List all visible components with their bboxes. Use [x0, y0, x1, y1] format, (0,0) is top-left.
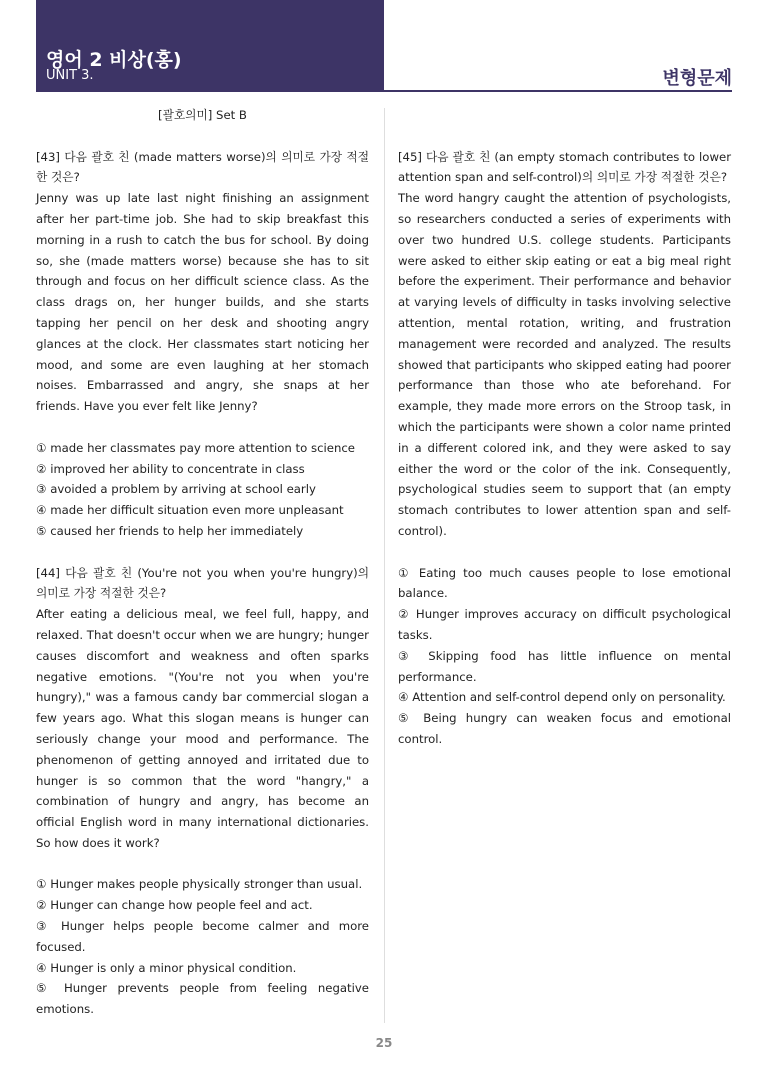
question-45-option[interactable]: ③ Skipping food has little influence on mental performance. [398, 648, 731, 684]
question-43-option[interactable]: ④ made her difficult situation even more unpleasant [36, 503, 344, 518]
question-43 [36, 147, 369, 542]
question-43-option[interactable]: ① made her classmates pay more attention to science [36, 440, 355, 455]
question-43-option[interactable]: ③ avoided a problem by arriving at school early [36, 482, 316, 497]
left-column [36, 105, 369, 1020]
question-44-passage: After eating a delicious meal, we feel full, happy, and relaxed. That doesn't occur when we are hungry; hunger causes discomfort and weakness and often sparks negative emotions. "(You're not you when you're hungry)," was a famous candy bar commercial slogan a few years ago. What this slogan means is hunger can seriously change your mood and performance. The phenomenon of getting annoyed and irritated due to hunger is so common that the word "hangry," a combination of hungry and angry, has become an official English word in many international dictionaries. So how does it work? [36, 607, 369, 850]
question-45-option[interactable]: ① Eating too much causes people to lose emotional balance. [398, 565, 731, 601]
unit-label: UNIT 3. [46, 68, 94, 83]
question-45-option[interactable]: ② Hunger improves accuracy on difficult psychological tasks. [398, 607, 731, 642]
question-45 [398, 147, 731, 750]
question-43-option[interactable]: ② improved her ability to concentrate in class [36, 461, 305, 476]
question-44-option[interactable]: ① Hunger makes people physically stronger than usual. [36, 877, 363, 892]
question-45-option[interactable]: ④ Attention and self-control depend only on personality. [398, 690, 726, 705]
question-44-option[interactable]: ⑤ Hunger prevents people from feeling negative emotions. [36, 981, 369, 1017]
question-44-option[interactable]: ② Hunger can change how people feel and act. [36, 898, 313, 913]
question-44-option[interactable]: ④ Hunger is only a minor physical condition. [36, 960, 297, 975]
page-number: 25 [375, 1036, 393, 1050]
question-43-prompt: [43] 다음 괄호 친 (made matters worse)의 의미로 가장 적절한 것은? [36, 149, 369, 185]
section-label: 변형문제 [662, 68, 732, 89]
right-column [398, 105, 731, 750]
question-43-passage: Jenny was up late last night finishing an assignment after her part-time job. She had to skip breakfast this morning in a rush to catch the bus for school. By doing so, she (made matters worse) because she has to sit through and focus on her difficult science class. As the class drags on, her hunger builds, and she starts tapping her pencil on her desk and shooting angry glances at the clock. Her classmates start noticing her mood, and some are even laughing at her stomach noises. Embarrassed and angry, she snaps at her friends. Have you ever felt like Jenny? [36, 191, 369, 414]
question-44 [36, 563, 369, 1021]
question-44-prompt: [44] 다음 괄호 친 (You're not you when you're hungry)의 의미로 가장 적절한 것은? [36, 565, 369, 601]
question-45-passage: The word hangry caught the attention of psychologists, so researchers conducted a series of experiments with over two hundred U.S. college students. Participants were asked to either skip eating or eat a big meal right before the experiment. Their performance and behavior at varying levels of difficulty in tasks involving selective attention, mental rotation, writing, and frustration management were recorded and analyzed. The results showed that participants who skipped eating had poorer performance than those who ate beforehand. For example, they made more errors on the Stroop task, in which the participants were shown a color name printed in a different colored ink, and they were asked to say either the word or the color of the ink. Consequently, psychological studies seem to support that (an empty stomach contributes to lower attention span and self-control). [398, 191, 731, 538]
column-divider [384, 108, 385, 1023]
question-43-option[interactable]: ⑤ caused her friends to help her immediately [36, 523, 304, 538]
question-45-prompt: [45] 다음 괄호 친 (an empty stomach contributes to lower attention span and self-control)의 의미로 가장 적절한 것은? [398, 149, 731, 185]
set-label: [괄호의미] Set B [158, 108, 247, 122]
question-44-option[interactable]: ③ Hunger helps people become calmer and more focused. [36, 919, 369, 954]
question-45-option[interactable]: ⑤ Being hungry can weaken focus and emotional control. [398, 711, 731, 746]
header-rule [384, 90, 732, 92]
textbook-title: 영어 2 비상(홍) [46, 49, 182, 71]
